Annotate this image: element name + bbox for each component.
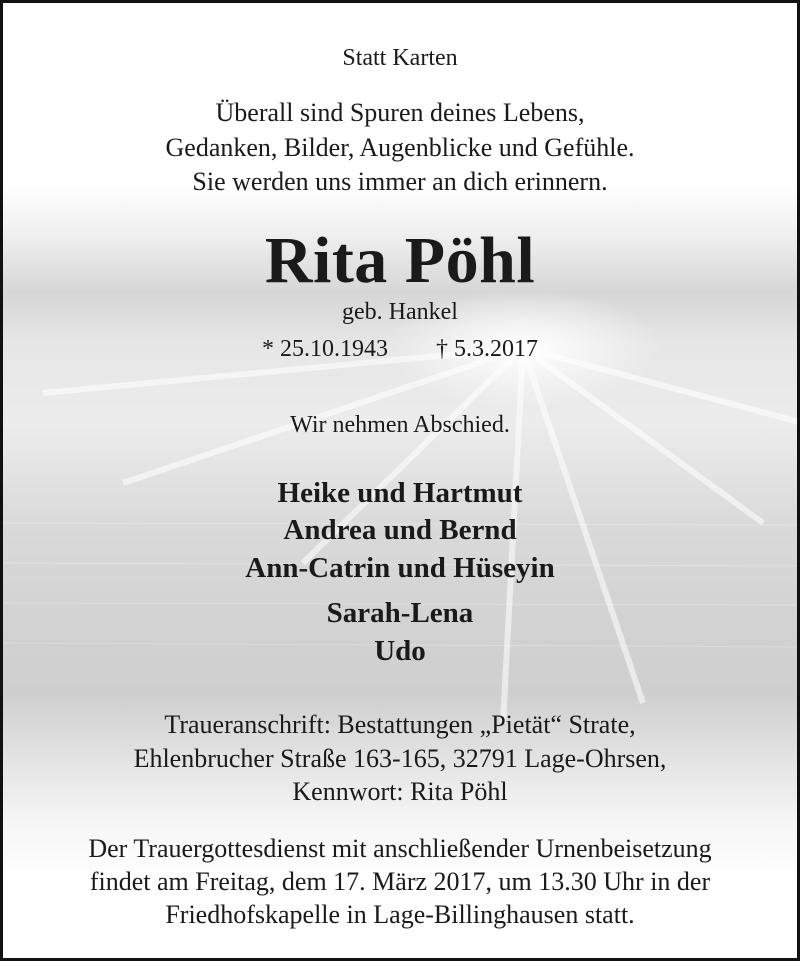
service-line-1: Der Trauergottesdienst mit anschließender Urnenbeisetzung xyxy=(88,834,712,863)
poem-line-3: Sie werden uns immer an dich erinnern. xyxy=(192,167,608,196)
service-line-3: Friedhofskapelle in Lage-Billinghausen statt. xyxy=(165,900,635,929)
family-member: Heike und Hartmut xyxy=(277,477,523,509)
service-line-2: findet am Freitag, dem 17. März 2017, um 13.30 Uhr in der xyxy=(89,867,711,896)
death-date: † 5.3.2017 xyxy=(436,336,538,362)
family-member: Sarah-Lena xyxy=(326,597,474,629)
life-dates xyxy=(3,336,797,363)
birth-date: * 25.10.1943 xyxy=(262,336,388,362)
family-member: Udo xyxy=(374,635,426,667)
header-text: Statt Karten xyxy=(342,45,458,71)
address-line-1: Traueranschrift: Bestattungen „Pietät“ Strate, xyxy=(164,710,636,739)
address-line-3: Kennwort: Rita Pöhl xyxy=(292,777,508,806)
poem-line-2: Gedanken, Bilder, Augenblicke und Gefühle. xyxy=(165,133,635,162)
family-member: Andrea und Bernd xyxy=(283,514,517,546)
farewell-text: Wir nehmen Abschied. xyxy=(290,412,510,438)
family-member: Ann-Catrin und Hüseyin xyxy=(245,552,555,584)
address-line-2: Ehlenbrucher Straße 163-165, 32791 Lage-Ohrsen, xyxy=(133,744,667,773)
birth-name: geb. Hankel xyxy=(342,299,458,325)
deceased-name: Rita Pöhl xyxy=(264,224,536,297)
poem-line-1: Überall sind Spuren deines Lebens, xyxy=(215,98,585,127)
